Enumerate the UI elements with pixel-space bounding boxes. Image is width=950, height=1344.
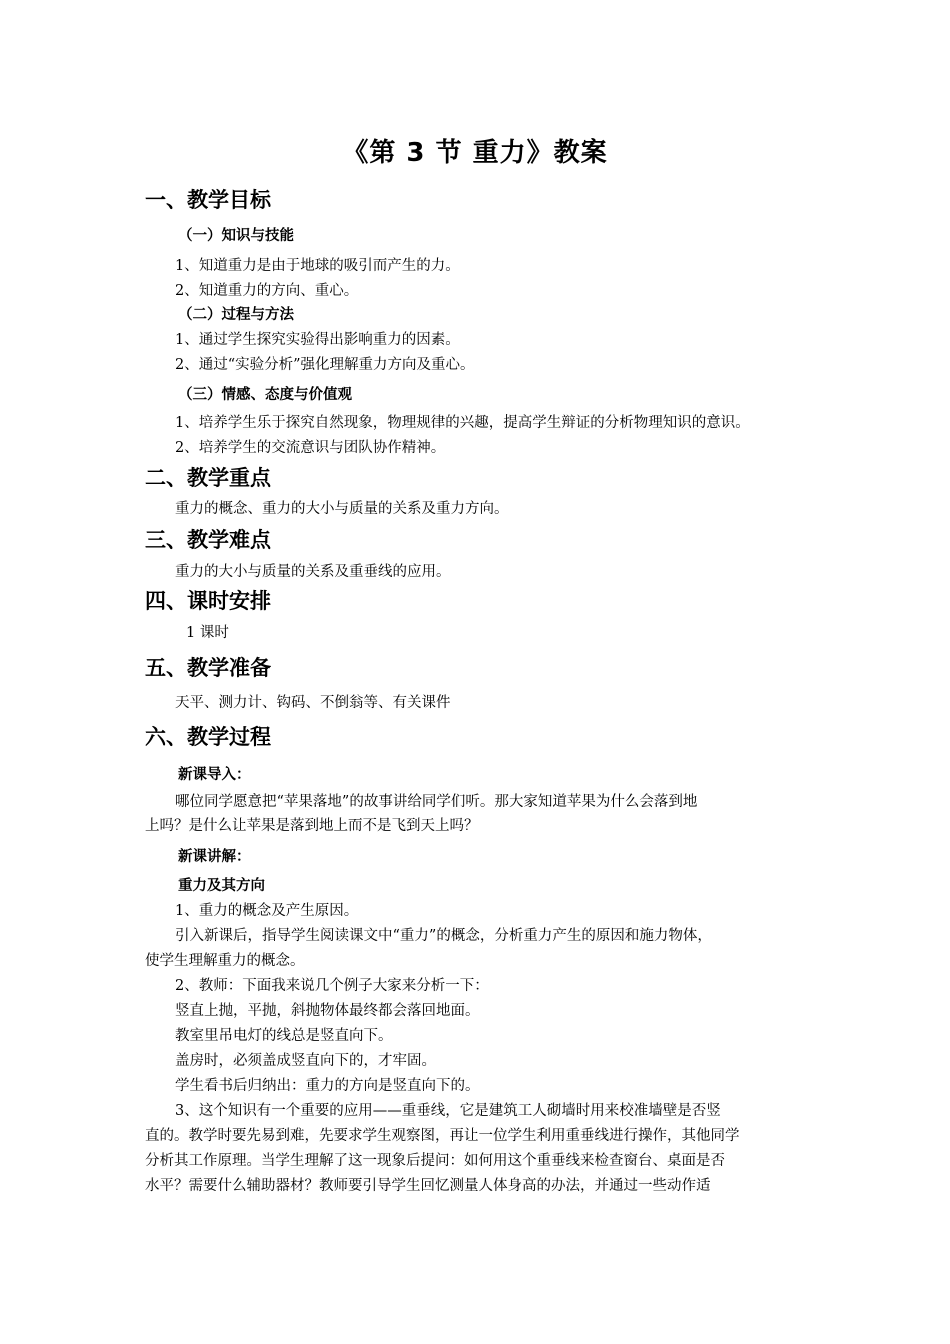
paragraph-line: 上吗？是什么让苹果是落到地上而不是飞到天上吗？ (145, 818, 479, 834)
section-heading-key-points: 二、教学重点 (145, 466, 271, 490)
intro-label: 新课导入： (178, 767, 251, 783)
subheading-attitude: （三）情感、态度与价值观 (178, 387, 352, 403)
goal-item: 2、通过“实验分析”强化理解重力方向及重心。 (175, 357, 475, 373)
key-points-text: 重力的概念、重力的大小与质量的关系及重力方向。 (175, 501, 509, 517)
goal-item: 2、知道重力的方向、重心。 (175, 283, 359, 299)
paragraph-line: 教室里吊电灯的线总是竖直向下。 (175, 1028, 393, 1044)
section-heading-goals: 一、教学目标 (145, 188, 271, 212)
schedule-text: 1 课时 (186, 625, 229, 641)
paragraph-line: 引入新课后，指导学生阅读课文中“重力”的概念，分析重力产生的原因和施力物体， (175, 928, 712, 944)
paragraph-line: 直的。教学时要先易到难，先要求学生观察图，再让一位学生利用重垂线进行操作，其他同学 (145, 1128, 740, 1144)
goal-item: 1、培养学生乐于探究自然现象，物理规律的兴趣，提高学生辩证的分析物理知识的意识。 (175, 415, 750, 431)
document-title: 《第 3 节 重力》教案 (342, 138, 608, 168)
paragraph-line: 使学生理解重力的概念。 (145, 953, 305, 969)
paragraph-line: 2、教师：下面我来说几个例子大家来分析一下： (175, 978, 489, 994)
section-heading-process: 六、教学过程 (145, 725, 271, 749)
topic-label: 重力及其方向 (178, 878, 265, 894)
section-heading-difficulties: 三、教学难点 (145, 528, 271, 552)
explain-label: 新课讲解： (178, 849, 251, 865)
paragraph-line: 分析其工作原理。当学生理解了这一现象后提问：如何用这个重垂线来检查窗台、桌面是否 (145, 1153, 725, 1169)
paragraph-line: 水平？需要什么辅助器材？教师要引导学生回忆测量人体身高的办法，并通过一些动作适 (145, 1178, 711, 1194)
paragraph-line: 哪位同学愿意把“苹果落地”的故事讲给同学们听。那大家知道苹果为什么会落到地 (175, 794, 698, 810)
subheading-process: （二）过程与方法 (178, 307, 294, 323)
goal-item: 2、培养学生的交流意识与团队协作精神。 (175, 440, 446, 456)
paragraph-line: 学生看书后归纳出：重力的方向是竖直向下的。 (175, 1078, 480, 1094)
subheading-knowledge: （一）知识与技能 (178, 228, 294, 244)
preparation-text: 天平、测力计、钩码、不倒翁等、有关课件 (175, 695, 451, 711)
goal-item: 1、知道重力是由于地球的吸引而产生的力。 (175, 258, 460, 274)
difficulties-text: 重力的大小与质量的关系及重垂线的应用。 (175, 564, 451, 580)
paragraph-line: 3、这个知识有一个重要的应用——重垂线，它是建筑工人砌墙时用来校准墙壁是否竖 (175, 1103, 721, 1119)
paragraph-line: 竖直上抛，平抛，斜抛物体最终都会落回地面。 (175, 1003, 480, 1019)
goal-item: 1、通过学生探究实验得出影响重力的因素。 (175, 332, 460, 348)
section-heading-preparation: 五、教学准备 (145, 656, 271, 680)
paragraph-line: 1、重力的概念及产生原因。 (175, 903, 359, 919)
paragraph-line: 盖房时，必须盖成竖直向下的，才牢固。 (175, 1053, 436, 1069)
section-heading-schedule: 四、课时安排 (145, 589, 271, 613)
